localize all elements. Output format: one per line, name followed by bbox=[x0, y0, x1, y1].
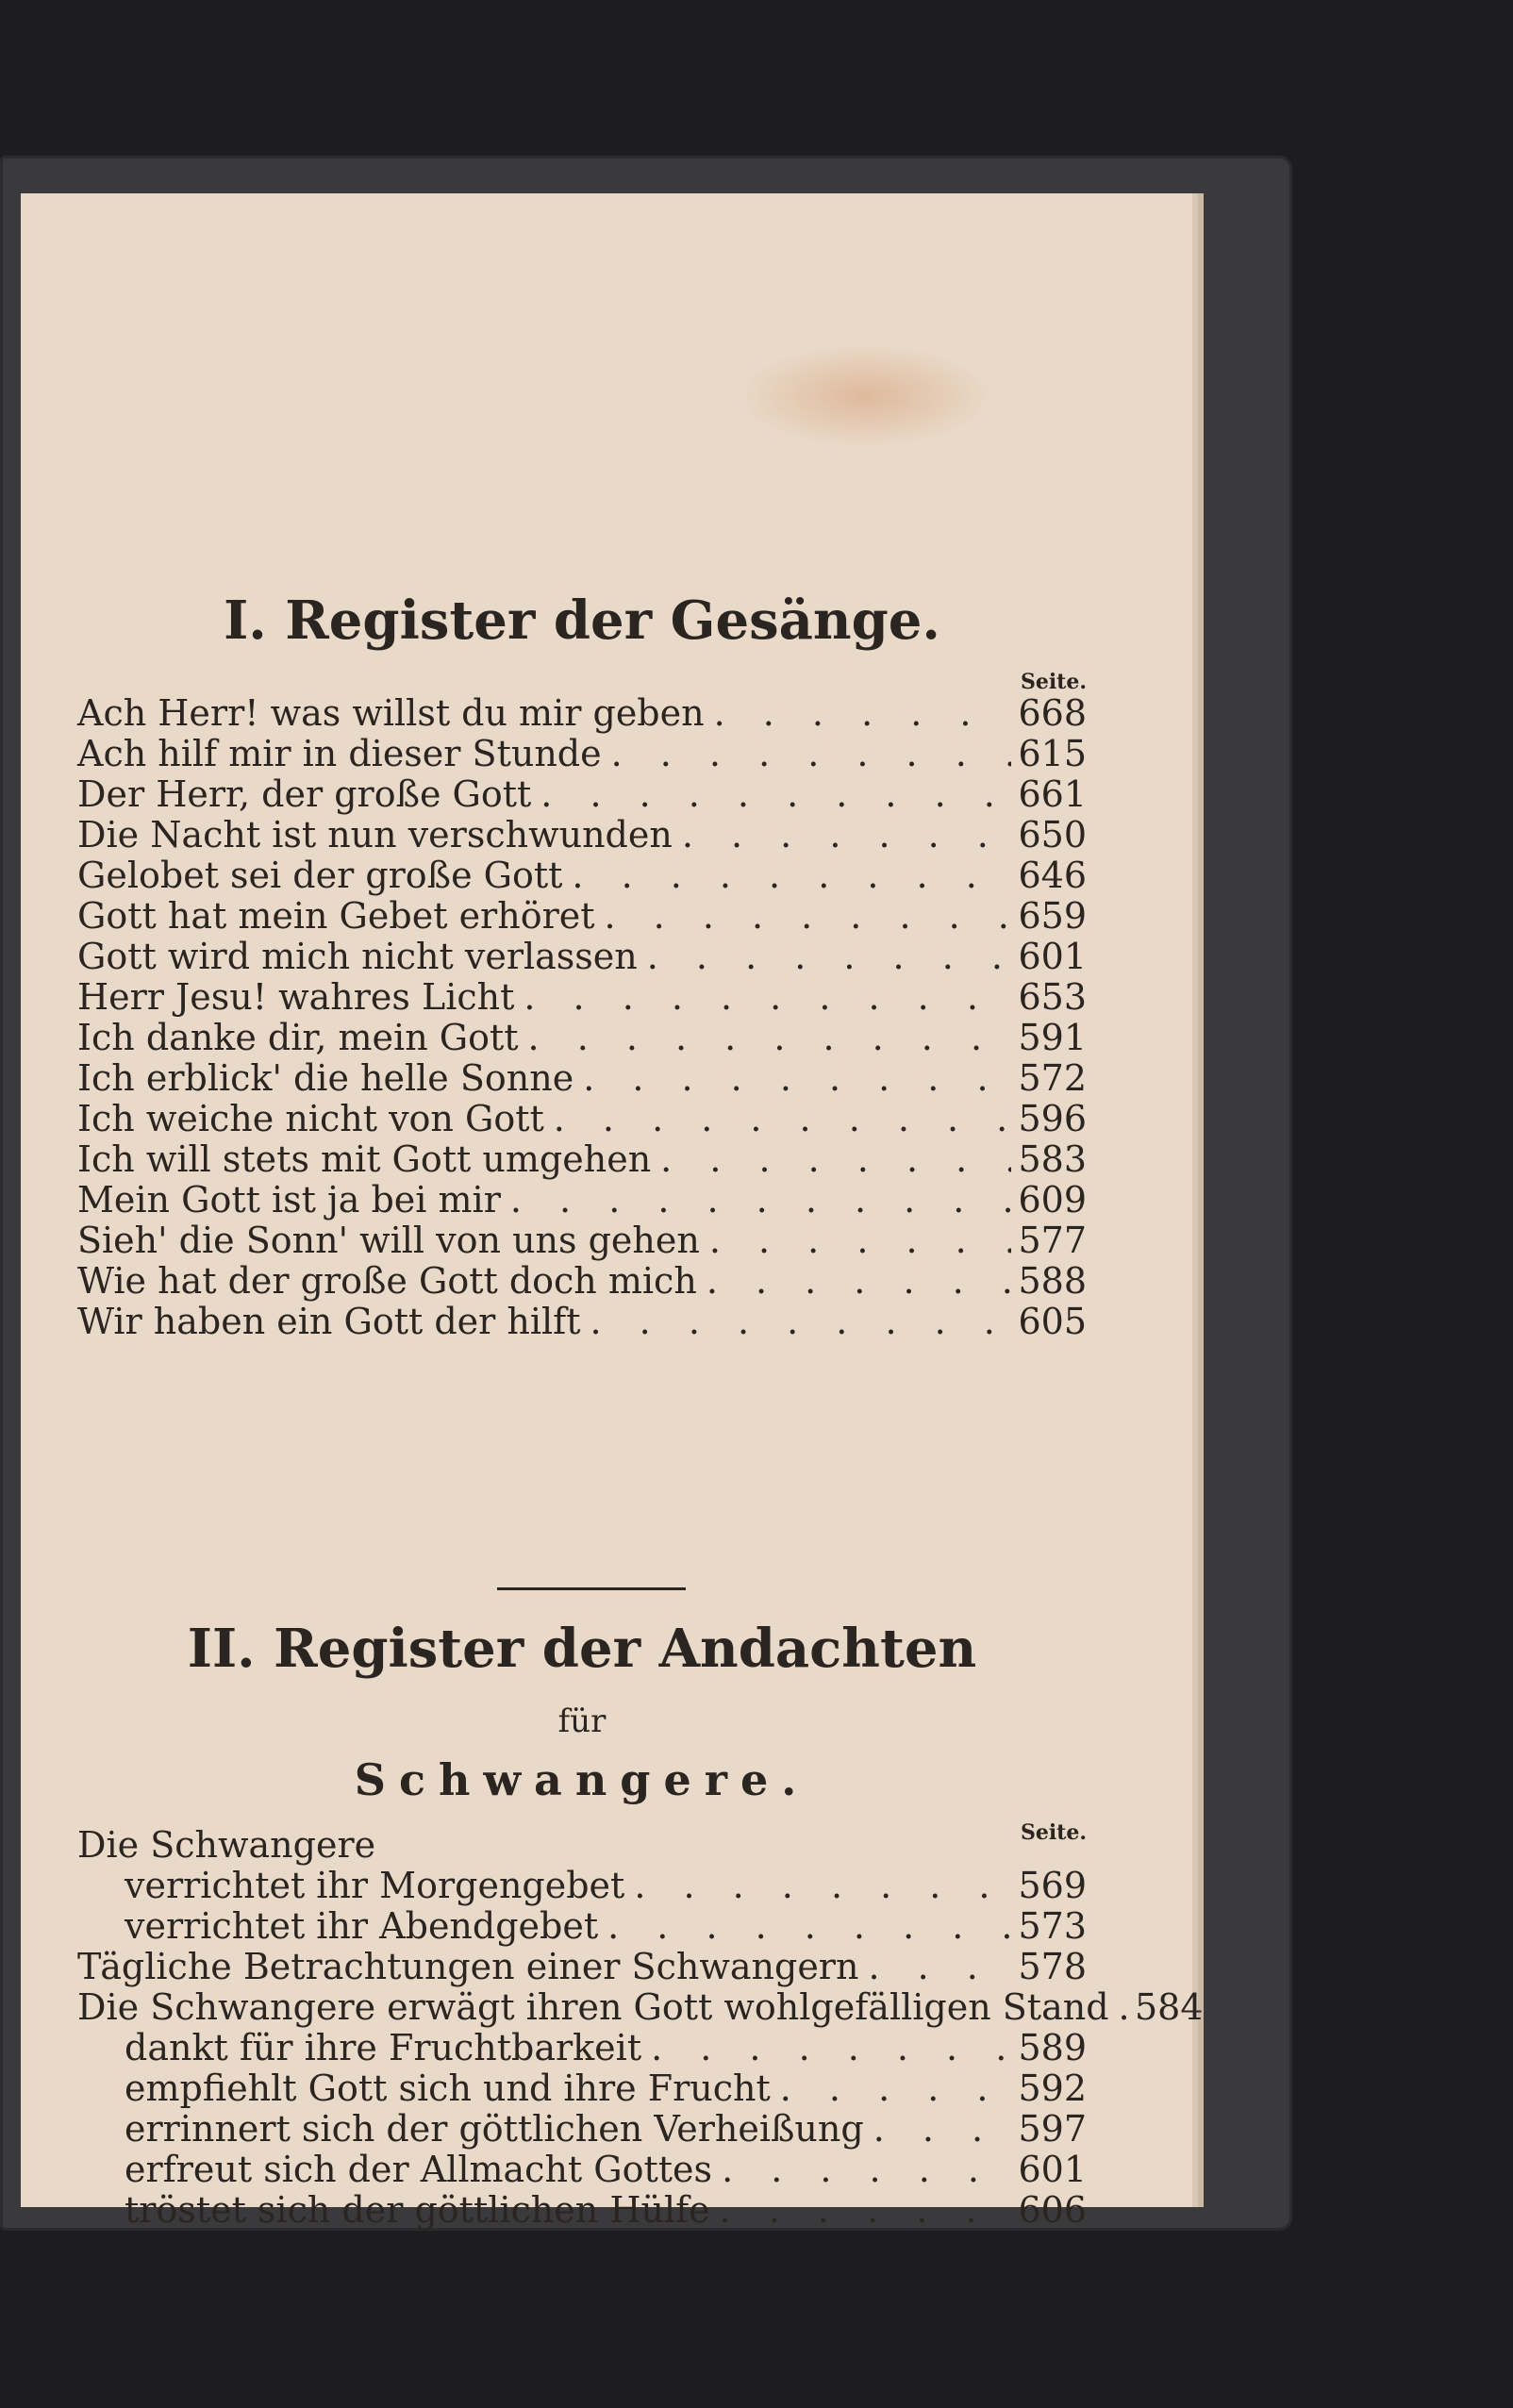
section1-entry-page: 596 bbox=[1018, 1098, 1087, 1139]
section1-entry-label: Ach Herr! was willst du mir geben bbox=[77, 692, 705, 734]
leader-dots bbox=[638, 937, 1011, 977]
section1-entry-label: Der Herr, der große Gott bbox=[77, 773, 532, 815]
section2-entry-page: 592 bbox=[1018, 2068, 1087, 2109]
section1-entry-page: 615 bbox=[1018, 733, 1087, 774]
section2-entry-label: verrichtet ihr Abendgebet bbox=[125, 1905, 599, 1947]
section1-entry-label: Mein Gott ist ja bei mir bbox=[77, 1179, 501, 1221]
section2-entry-page: 597 bbox=[1018, 2108, 1087, 2150]
section2-entry bbox=[77, 1986, 1204, 2028]
section1-entry bbox=[77, 774, 1087, 815]
leader-dots bbox=[501, 1180, 1011, 1221]
leader-dots bbox=[673, 815, 1011, 855]
section2-entry-page: 589 bbox=[1018, 2027, 1087, 2068]
section2-entry bbox=[77, 2190, 1087, 2231]
section2-entry bbox=[77, 1906, 1087, 1947]
section1-entry-label: Ich weiche nicht von Gott bbox=[77, 1098, 544, 1139]
leader-dots bbox=[595, 896, 1012, 937]
section1-seite-label: Seite. bbox=[1020, 670, 1087, 694]
section2-entry-page: 601 bbox=[1018, 2149, 1087, 2190]
section-divider bbox=[497, 1587, 686, 1590]
leader-dots bbox=[562, 855, 1011, 896]
section1-entry bbox=[77, 815, 1087, 855]
section2-entry-page: 573 bbox=[1018, 1905, 1087, 1947]
section1-entry bbox=[77, 734, 1087, 774]
leader-dots bbox=[581, 1302, 1011, 1342]
page-stain bbox=[738, 344, 992, 448]
section1-entry bbox=[77, 1261, 1087, 1302]
section1-entry bbox=[77, 1099, 1087, 1139]
section1-entries bbox=[77, 693, 1087, 1342]
section1-entry bbox=[77, 693, 1087, 734]
section1-entry bbox=[77, 1018, 1087, 1058]
leader-dots bbox=[712, 2150, 1011, 2190]
leader-dots bbox=[514, 977, 1011, 1018]
section2-subtitle: Schwangere. bbox=[354, 1754, 810, 1805]
leader-dots bbox=[705, 693, 1011, 734]
section1-entry-label: Wir haben ein Gott der hilft bbox=[77, 1301, 581, 1342]
section1-entry-page: 609 bbox=[1018, 1179, 1087, 1221]
section1-entry-page: 583 bbox=[1018, 1138, 1087, 1180]
section2-entry-page: 569 bbox=[1018, 1865, 1087, 1906]
leader-dots bbox=[700, 1221, 1011, 1261]
leader-dots bbox=[624, 1866, 1011, 1906]
section1-entry-page: 588 bbox=[1018, 1260, 1087, 1302]
section2-entry-label: verrichtet ihr Morgengebet bbox=[125, 1865, 625, 1906]
section2-entry-label: dankt für ihre Fruchtbarkeit bbox=[125, 2027, 642, 2068]
section1-entry bbox=[77, 1221, 1087, 1261]
section2-title: II. Register der Andachten bbox=[187, 1618, 977, 1680]
section1-entry-page: 661 bbox=[1018, 773, 1087, 815]
section2-entry-label: Tägliche Betrachtungen einer Schwangern bbox=[77, 1946, 859, 1987]
section2-entry bbox=[77, 1947, 1087, 1987]
section1-entry-label: Wie hat der große Gott doch mich bbox=[77, 1260, 697, 1302]
section2-entry bbox=[77, 1866, 1087, 1906]
section1-entry-label: Gelobet sei der große Gott bbox=[77, 855, 563, 896]
section1-entry-page: 591 bbox=[1018, 1017, 1087, 1058]
section1-entry-page: 659 bbox=[1018, 895, 1087, 937]
section1-title: I. Register der Gesänge. bbox=[224, 590, 940, 652]
section1-entry-label: Gott hat mein Gebet erhöret bbox=[77, 895, 595, 937]
section1-entry-page: 653 bbox=[1018, 976, 1087, 1018]
section2-entry-label: errinnert sich der göttlichen Verheißung bbox=[125, 2108, 864, 2150]
leader-dots bbox=[641, 2028, 1011, 2068]
leader-dots bbox=[697, 1261, 1011, 1302]
section2-entry-label: erfreut sich der Allmacht Gottes bbox=[125, 2149, 713, 2190]
section2-seite-label: Seite. bbox=[1020, 1820, 1087, 1845]
section1-entry-label: Ich danke dir, mein Gott bbox=[77, 1017, 519, 1058]
section1-entry bbox=[77, 937, 1087, 977]
section2-entry-label: empfiehlt Gott sich und ihre Frucht bbox=[125, 2068, 771, 2109]
section1-entry-page: 646 bbox=[1018, 855, 1087, 896]
section1-entry-page: 577 bbox=[1018, 1220, 1087, 1261]
section2-entry-label: Die Schwangere erwägt ihren Gott wohlgefälligen Stand bbox=[77, 1986, 1109, 2028]
section2-entry bbox=[77, 2028, 1087, 2068]
leader-dots bbox=[710, 2190, 1011, 2231]
section1-entry-label: Sieh' die Sonn' will von uns gehen bbox=[77, 1220, 700, 1261]
leader-dots bbox=[602, 734, 1011, 774]
book-page bbox=[21, 193, 1204, 2231]
section2-entry bbox=[77, 2109, 1087, 2150]
section2-entry bbox=[77, 1825, 1087, 1866]
leader-dots bbox=[519, 1018, 1011, 1058]
section2-entry-page: 606 bbox=[1018, 2189, 1087, 2231]
section2-entry bbox=[77, 2068, 1087, 2109]
section1-entry-label: Die Nacht ist nun verschwunden bbox=[77, 814, 673, 855]
section2-entry-label: Die Schwangere bbox=[77, 1824, 376, 1866]
section1-entry bbox=[77, 1302, 1087, 1342]
section2-entry-page: 578 bbox=[1018, 1946, 1087, 1987]
leader-dots bbox=[864, 2109, 1011, 2150]
section2-entry-page: 584 bbox=[1135, 1986, 1204, 2028]
section1-entry bbox=[77, 896, 1087, 937]
section1-entry bbox=[77, 1180, 1087, 1221]
section1-entry-page: 572 bbox=[1018, 1057, 1087, 1099]
leader-dots bbox=[771, 2068, 1011, 2109]
section1-entry-page: 601 bbox=[1018, 936, 1087, 977]
section1-entry-page: 668 bbox=[1018, 692, 1087, 734]
section2-entry-label: tröstet sich der göttlichen Hülfe bbox=[125, 2189, 710, 2231]
leader-dots bbox=[858, 1947, 1011, 1987]
section2-entries bbox=[77, 1820, 1204, 2231]
section1-entry-page: 650 bbox=[1018, 814, 1087, 855]
section1-entry-label: Herr Jesu! wahres Licht bbox=[77, 976, 515, 1018]
leader-dots bbox=[574, 1058, 1011, 1099]
leader-dots bbox=[1109, 1987, 1128, 2028]
section1-entry bbox=[77, 977, 1087, 1018]
leader-dots bbox=[531, 774, 1011, 815]
section1-entry bbox=[77, 1139, 1087, 1180]
leader-dots bbox=[598, 1906, 1011, 1947]
section1-entry bbox=[77, 855, 1087, 896]
section1-entry-label: Ach hilf mir in dieser Stunde bbox=[77, 733, 602, 774]
leader-dots bbox=[544, 1099, 1011, 1139]
section2-fuer: für bbox=[557, 1702, 607, 1740]
section1-entry-label: Ich will stets mit Gott umgehen bbox=[77, 1138, 652, 1180]
section1-entry-label: Ich erblick' die helle Sonne bbox=[77, 1057, 574, 1099]
section1-entry bbox=[77, 1058, 1087, 1099]
section1-entry-page: 605 bbox=[1018, 1301, 1087, 1342]
leader-dots bbox=[651, 1139, 1011, 1180]
section1-entry-label: Gott wird mich nicht verlassen bbox=[77, 936, 638, 977]
section2-entry bbox=[77, 2150, 1087, 2190]
